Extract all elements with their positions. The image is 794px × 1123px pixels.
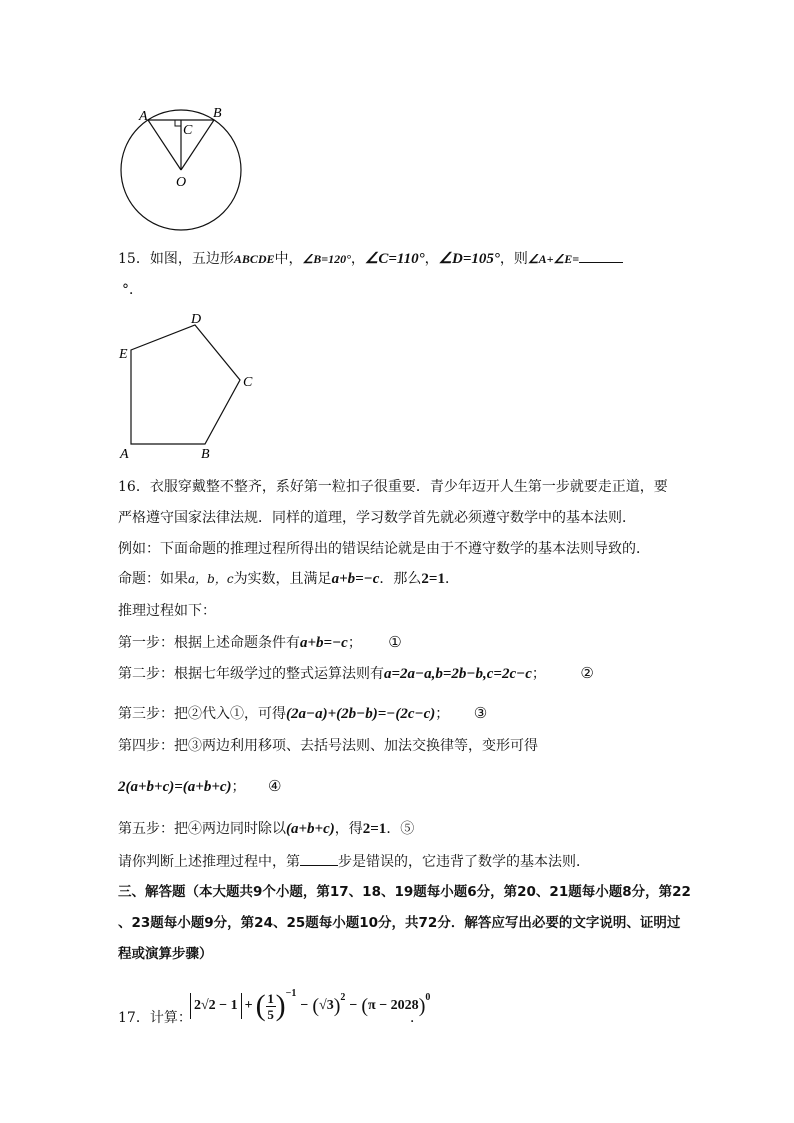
q17-minus1: − xyxy=(300,998,309,1013)
abs-bar-left xyxy=(190,993,191,1019)
q16-step5 xyxy=(118,819,414,839)
q15-unit: °． xyxy=(122,282,143,298)
q15-angle-c: ∠C=110° xyxy=(364,251,425,267)
q16-line3: 例如：下面命题的推理过程所得出的错误结论就是由于不遵守数学的基本法则导致的． xyxy=(118,541,650,557)
prop-vars: a，b，c xyxy=(188,572,234,586)
abs-bar-right xyxy=(241,993,242,1019)
circle-figure xyxy=(112,100,252,240)
label-a: A xyxy=(139,109,148,124)
step5-result: 2=1 xyxy=(362,821,387,837)
paren2-right: ) xyxy=(333,994,341,1017)
paren3-left: ( xyxy=(361,994,369,1017)
right-angle-mark xyxy=(175,120,181,126)
q15-line xyxy=(118,248,623,269)
label-c: C xyxy=(183,123,193,138)
step3-text: 第三步：把②代入①，可得 xyxy=(118,706,286,722)
q15-shape: ABCDE xyxy=(233,252,275,266)
section3-line3: 程或演算步骤） xyxy=(118,946,213,962)
step4-equation: 2(a+b+c)=(a+b+c) xyxy=(118,779,232,795)
label-d: D xyxy=(191,312,202,327)
q17-minus2: − xyxy=(349,998,358,1013)
q15-text-c: ，则 xyxy=(499,251,528,267)
q15-answer-blank[interactable] xyxy=(579,248,623,263)
label-b: B xyxy=(213,106,222,121)
frac-num: 1 xyxy=(267,990,274,1006)
paren3-right: ) xyxy=(418,994,426,1017)
label-b: B xyxy=(201,447,210,460)
q16-step3 xyxy=(118,703,487,724)
q17-plus: + xyxy=(244,998,253,1013)
section3-line1: 三、解答题（本大题共9个小题，第17、18、19题每小题6分，第20、21题每小题8分，第22 xyxy=(118,884,691,900)
q15-text-a: 如图，五边形 xyxy=(149,251,234,267)
step1-end: ； xyxy=(347,635,362,651)
step1-equation: a+b=−c xyxy=(300,635,348,651)
q16-step4: 第四步：把③两边利用移项、去括号法则、加法交换律等，变形可得 xyxy=(118,738,538,754)
q16-line2: 严格遵守国家法律法规．同样的道理，学习数学首先就必须遵守数学中的基本法则． xyxy=(118,510,636,526)
q17-exp1: −1 xyxy=(285,988,297,999)
step3-equation: (2a−a)+(2b−b)=−(2c−c) xyxy=(286,706,436,722)
step5-text-b: ，得 xyxy=(334,821,363,837)
ask-text-a: 请你判断上述推理过程中，第 xyxy=(118,854,300,870)
step5-equation: (a+b+c) xyxy=(286,821,335,837)
section3-line2: 、23题每小题9分，第24、25题每小题10分，共72分．解答应写出必要的文字说明、证明过 xyxy=(118,915,681,931)
step4-marker: ④ xyxy=(268,777,282,795)
prop-text-a: 命题：如果 xyxy=(118,571,188,587)
step3-end: ； xyxy=(435,706,450,722)
q15-target: ∠A+∠E= xyxy=(527,252,580,266)
q17-end: ． xyxy=(410,1010,424,1026)
q15-text-b: 中， xyxy=(274,251,303,267)
q16-process: 推理过程如下： xyxy=(118,603,216,619)
step1-text: 第一步：根据上述命题条件有 xyxy=(118,635,300,651)
q15-angle-d: ∠D=105° xyxy=(438,251,500,267)
q16-ask xyxy=(118,851,590,872)
q15-sep2: ， xyxy=(424,251,439,267)
step5-end: ．⑤ xyxy=(386,821,415,837)
ask-text-b: 步是错误的，它违背了数学的基本法则． xyxy=(338,854,590,870)
label-e: E xyxy=(119,347,128,362)
step4-end: ； xyxy=(231,779,246,795)
pentagon-figure xyxy=(115,310,265,460)
step1-marker: ① xyxy=(388,633,402,651)
q17-pi-term: π − 2028 xyxy=(368,998,419,1013)
step2-text: 第二步：根据七年级学过的整式运算法则有 xyxy=(118,666,384,682)
prop-end: ． xyxy=(444,571,459,587)
q16-proposition xyxy=(118,569,459,589)
label-c: C xyxy=(243,375,253,390)
label-o: O xyxy=(176,175,187,190)
step2-equation: a=2a−a,b=2b−b,c=2c−c xyxy=(384,666,532,682)
q16-answer-blank[interactable] xyxy=(300,851,338,866)
q16-step2 xyxy=(118,663,594,684)
q16-step1 xyxy=(118,632,402,653)
prop-result: 2=1 xyxy=(421,571,445,587)
q17-abs-expr: 2√2 − 1 xyxy=(194,998,238,1013)
step2-marker: ② xyxy=(580,664,594,682)
prop-text-c: ．那么 xyxy=(379,571,422,587)
q17-exp0: 0 xyxy=(425,992,431,1003)
step2-end: ； xyxy=(531,666,546,682)
q16-step4-eq xyxy=(118,776,281,797)
q15-angle-b: ∠B=120° xyxy=(302,252,351,266)
q17-exp2: 2 xyxy=(340,992,346,1003)
q17-label: 17．计算： xyxy=(118,1010,192,1026)
frac-den: 5 xyxy=(267,1006,274,1022)
q17-fraction xyxy=(266,991,276,1022)
paren-left: ( xyxy=(255,989,266,1022)
q16-line1: 16．衣服穿戴整不整齐，系好第一粒扣子很重要．青少年迈开人生第一步就要走正道，要 xyxy=(118,479,668,495)
step5-text-a: 第五步：把④两边同时除以 xyxy=(118,821,286,837)
step3-marker: ③ xyxy=(473,704,488,722)
prop-equation: a+b=−c xyxy=(331,571,380,587)
paren-right: ) xyxy=(275,989,286,1022)
paren2-left: ( xyxy=(312,994,320,1017)
q17-sqrt3: √3 xyxy=(319,998,334,1013)
q15-sep1: ， xyxy=(350,251,365,267)
q17-expression xyxy=(190,984,430,1028)
q15-number: 15． xyxy=(118,251,150,267)
radius-oa xyxy=(148,120,181,170)
prop-text-b: 为实数，且满足 xyxy=(233,571,332,587)
pentagon-outline xyxy=(131,325,240,444)
label-a: A xyxy=(120,447,129,460)
